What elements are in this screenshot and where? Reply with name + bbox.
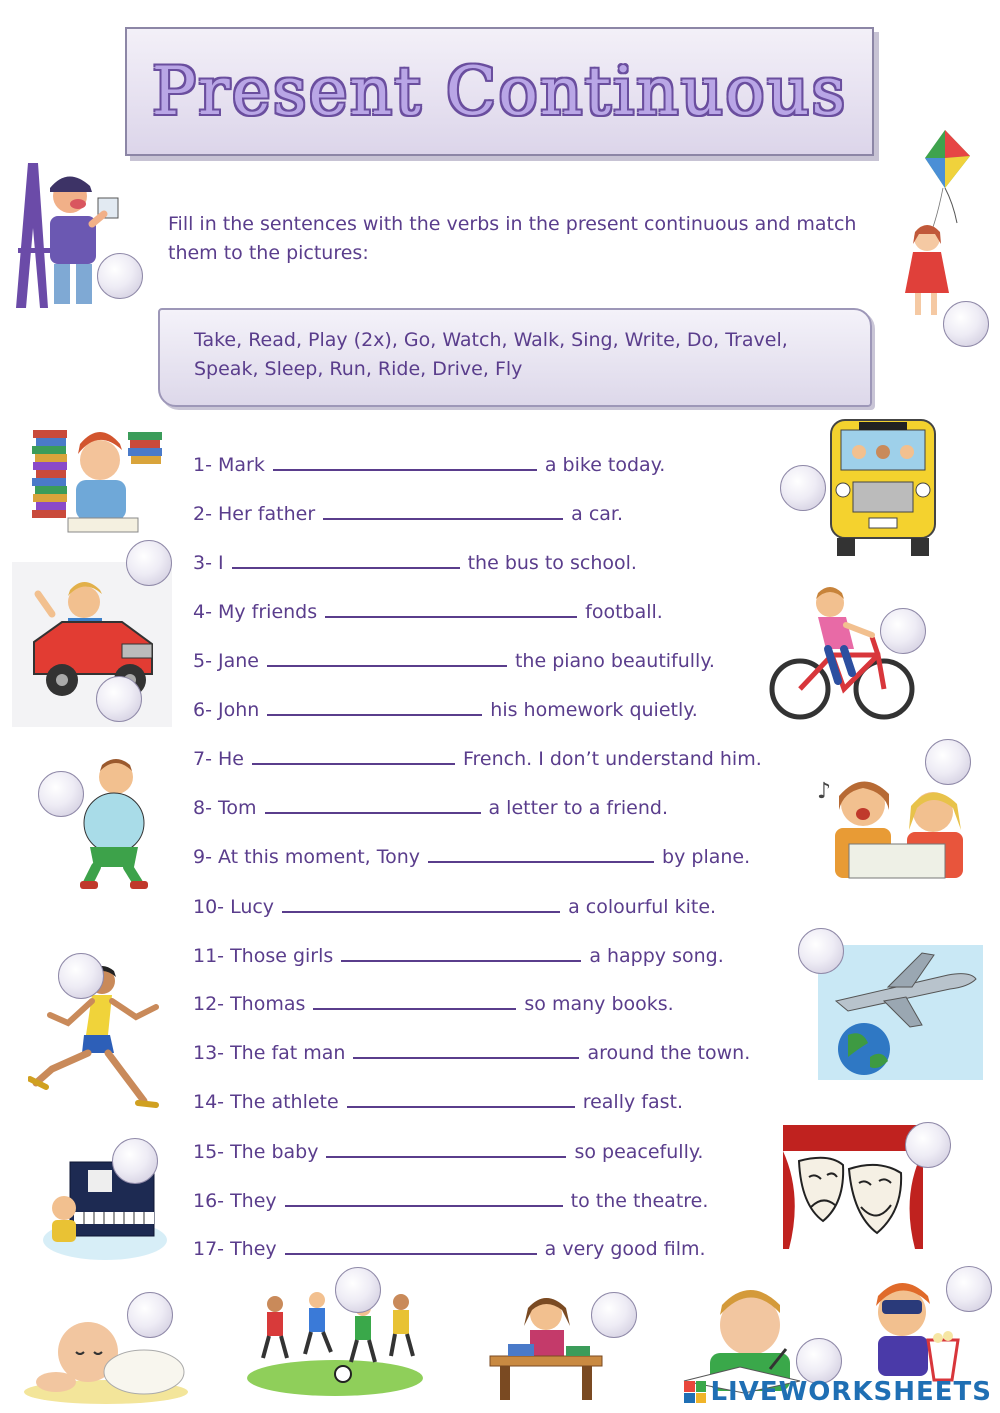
sentence-10	[193, 891, 716, 921]
sentence-after: football.	[585, 601, 663, 623]
logo-mark-icon	[684, 1381, 706, 1403]
sentence-before: 1- Mark	[193, 454, 265, 476]
answer-circle[interactable]	[798, 928, 844, 974]
sentence-3	[193, 547, 637, 577]
answer-circle[interactable]	[58, 953, 104, 999]
word-bank	[158, 308, 872, 407]
theatre-masks-picture	[783, 1125, 923, 1250]
girl-doing-homework-picture	[480, 1290, 610, 1402]
answer-blank[interactable]	[282, 891, 560, 913]
sentence-before: 5- Jane	[193, 650, 259, 672]
boy-reading-books-picture	[28, 420, 168, 540]
answer-blank[interactable]	[267, 645, 507, 667]
sentence-7	[193, 743, 762, 773]
sentence-before: 9- At this moment, Tony	[193, 846, 421, 868]
sentence-before: 4- My friends	[193, 601, 318, 623]
liveworksheets-logo	[684, 1377, 992, 1407]
kids-singing-picture	[805, 768, 985, 888]
girl-with-kite-picture	[895, 128, 975, 323]
answer-circle[interactable]	[943, 301, 989, 347]
sentence-15	[193, 1136, 703, 1166]
sentence-after: the piano beautifully.	[514, 650, 715, 672]
answer-blank[interactable]	[347, 1086, 575, 1108]
sentence-after: French. I don’t understand him.	[462, 748, 762, 770]
answer-circle[interactable]	[946, 1266, 992, 1312]
sentence-after: the bus to school.	[467, 552, 637, 574]
sentence-8	[193, 792, 668, 822]
answer-circle[interactable]	[591, 1292, 637, 1338]
kids-playing-football-picture	[245, 1282, 425, 1397]
sentence-after: really fast.	[582, 1091, 683, 1113]
sentence-before: 13- The fat man	[193, 1042, 346, 1064]
sentence-after: so peacefully.	[574, 1141, 704, 1163]
answer-circle[interactable]	[126, 540, 172, 586]
boy-riding-bike-picture	[768, 585, 916, 725]
sentence-before: 8- Tom	[193, 797, 257, 819]
sentence-after: so many books.	[524, 993, 674, 1015]
sentence-before: 12- Thomas	[193, 993, 306, 1015]
answer-circle[interactable]	[925, 739, 971, 785]
answer-blank[interactable]	[232, 547, 460, 569]
sentence-after: his homework quietly.	[490, 699, 698, 721]
answer-blank[interactable]	[325, 596, 577, 618]
sentence-6	[193, 694, 698, 724]
sentence-before: 7- He	[193, 748, 244, 770]
fat-man-walking-picture	[78, 755, 148, 893]
answer-blank[interactable]	[428, 841, 654, 863]
answer-circle[interactable]	[905, 1122, 951, 1168]
answer-circle[interactable]	[97, 253, 143, 299]
sentence-before: 14- The athlete	[193, 1091, 339, 1113]
sentence-1	[193, 449, 665, 479]
sentence-before: 15- The baby	[193, 1141, 319, 1163]
sentence-after: around the town.	[587, 1042, 751, 1064]
sentence-before: 3- I	[193, 552, 224, 574]
school-bus-picture	[823, 410, 943, 560]
sentence-after: a very good film.	[544, 1238, 706, 1260]
answer-blank[interactable]	[323, 498, 563, 520]
answer-blank[interactable]	[252, 743, 455, 765]
answer-circle[interactable]	[880, 608, 926, 654]
answer-blank[interactable]	[267, 694, 482, 716]
answer-blank[interactable]	[313, 988, 516, 1010]
man-driving-car-picture	[12, 562, 172, 727]
sentence-after: to the theatre.	[570, 1190, 709, 1212]
sentence-12	[193, 988, 674, 1018]
sentence-17	[193, 1233, 706, 1263]
answer-circle[interactable]	[38, 771, 84, 817]
sentence-14	[193, 1086, 683, 1116]
sentence-after: a happy song.	[589, 945, 724, 967]
sentence-before: 16- They	[193, 1190, 277, 1212]
answer-blank[interactable]	[273, 449, 537, 471]
sentence-before: 10- Lucy	[193, 896, 275, 918]
plane-over-globe-picture	[818, 945, 983, 1080]
sentence-after: a car.	[571, 503, 624, 525]
sentence-5	[193, 645, 715, 675]
answer-blank[interactable]	[285, 1185, 563, 1207]
sentence-before: 6- John	[193, 699, 260, 721]
sentence-after: by plane.	[662, 846, 751, 868]
instructions: Fill in the sentences with the verbs in the present continuous and match them to the pictures:	[168, 213, 857, 264]
answer-blank[interactable]	[265, 792, 481, 814]
word-bank-text: Take, Read, Play (2x), Go, Watch, Walk, Sing, Write, Do, Travel, Speak, Sleep, Run, Ride, Drive, Fly	[194, 329, 788, 380]
answer-circle[interactable]	[112, 1138, 158, 1184]
answer-circle[interactable]	[335, 1267, 381, 1313]
sentence-9	[193, 841, 750, 871]
sentence-4	[193, 596, 663, 626]
sentence-13	[193, 1037, 750, 1067]
page-title: Present Continuous	[151, 53, 848, 130]
sentence-11	[193, 940, 724, 970]
sentence-2	[193, 498, 623, 528]
answer-circle[interactable]	[127, 1292, 173, 1338]
answer-blank[interactable]	[326, 1136, 566, 1158]
title-banner	[125, 27, 874, 156]
sentence-before: 2- Her father	[193, 503, 316, 525]
answer-blank[interactable]	[341, 940, 581, 962]
sentence-after: a letter to a friend.	[488, 797, 668, 819]
svg-text:♪: ♪	[817, 779, 832, 804]
answer-blank[interactable]	[285, 1233, 537, 1255]
sentence-before: 11- Those girls	[193, 945, 334, 967]
answer-blank[interactable]	[353, 1037, 579, 1059]
sentence-16	[193, 1185, 708, 1215]
sentence-after: a bike today.	[544, 454, 666, 476]
logo-text: LIVEWORKSHEETS	[710, 1377, 992, 1407]
answer-circle[interactable]	[96, 676, 142, 722]
sentence-before: 17- They	[193, 1238, 277, 1260]
sentence-after: a colourful kite.	[568, 896, 717, 918]
answer-circle[interactable]	[780, 465, 826, 511]
